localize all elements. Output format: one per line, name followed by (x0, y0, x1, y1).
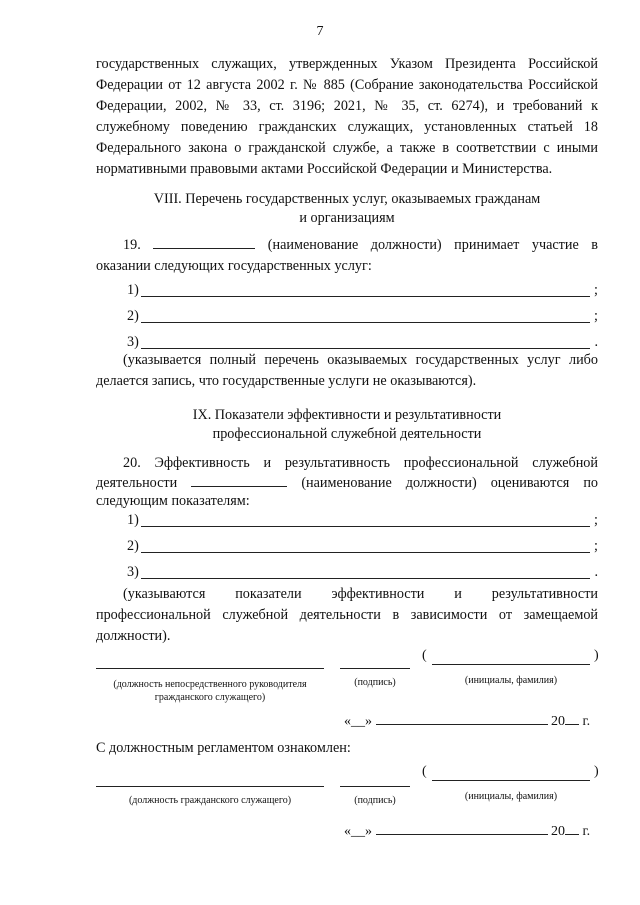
employee-signature-field[interactable] (340, 786, 410, 787)
section-viii-heading (96, 190, 598, 228)
indicator-line-2-end: ; (594, 538, 598, 554)
employee-signature-caption: (подпись) (354, 795, 396, 806)
indicator-line-1-rule (141, 526, 590, 527)
service-line-3-end: . (594, 334, 598, 350)
date-year-prefix-2: 20 (551, 824, 565, 839)
date-year-suffix: г. (582, 714, 591, 729)
item-19-paragraph (96, 234, 598, 277)
paren-close: ) (594, 648, 599, 663)
employee-position-field[interactable] (96, 786, 324, 787)
supervisor-position-caption (96, 678, 324, 704)
item-19-text: (наименование должности) принимает участие в оказании следующих государственных услуг: (96, 237, 598, 274)
employee-name-caption: (инициалы, фамилия) (464, 791, 558, 802)
paren-open: ( (422, 648, 427, 663)
service-line-2[interactable] (127, 308, 598, 328)
supervisor-caption-line-1: (должность непосредственного руководителя (113, 679, 307, 690)
section-viii-title-line-1: VIII. Перечень государственных услуг, оказываемых гражданам (153, 191, 541, 207)
item-19-number: 19. (123, 237, 141, 253)
service-line-1-rule (141, 296, 590, 297)
indicator-line-2[interactable] (127, 538, 598, 558)
date-year-suffix-2: г. (582, 824, 591, 839)
indicator-line-1-number: 1) (127, 512, 139, 528)
date-day-field-2[interactable]: «__» (344, 824, 372, 839)
paren-close-2: ) (594, 764, 599, 779)
supervisor-signature-caption: (подпись) (354, 677, 396, 688)
page-number: 7 (316, 24, 324, 39)
service-line-3-rule (141, 348, 590, 349)
service-line-1-number: 1) (127, 282, 139, 298)
supervisor-date-row (344, 710, 600, 730)
indicator-line-3-rule (141, 578, 590, 579)
section-ix-note: (указываются показатели эффективности и результативности профессиональной служебной деятельности в зависимости от замещаемой должности). (96, 586, 598, 644)
position-blank-2[interactable] (191, 472, 287, 487)
section-ix-title-line-1: IX. Показатели эффективности и результативности (192, 407, 502, 423)
date-year-field[interactable] (565, 710, 579, 725)
indicator-line-3-end: . (594, 564, 598, 580)
employee-position-caption: (должность гражданского служащего) (128, 795, 292, 806)
supervisor-name-field[interactable] (432, 664, 590, 665)
service-line-2-rule (141, 322, 590, 323)
date-month-field-2[interactable] (376, 820, 548, 835)
service-line-1-end: ; (594, 282, 598, 298)
indicator-line-2-number: 2) (127, 538, 139, 554)
indicator-line-1[interactable] (127, 512, 598, 532)
employee-date-row (344, 820, 600, 840)
paren-open-2: ( (422, 764, 427, 779)
section-viii-note: (указывается полный перечень оказываемых государственных услуг либо делается запись, что государственные услуги не оказываются). (96, 352, 598, 389)
date-year-prefix: 20 (551, 714, 565, 729)
supervisor-signature-field[interactable] (340, 668, 410, 669)
item-20-paragraph (96, 454, 598, 510)
item-20-text-before: 20. Эффективность и результативность профессиональной служебной деятельности (96, 455, 598, 491)
indicator-line-2-rule (141, 552, 590, 553)
date-day-field[interactable]: «__» (344, 714, 372, 729)
date-month-field[interactable] (376, 710, 548, 725)
service-line-1[interactable] (127, 282, 598, 302)
service-line-3-number: 3) (127, 334, 139, 350)
supervisor-name-caption: (инициалы, фамилия) (464, 675, 558, 686)
acknowledgement-text: С должностным регламентом ознакомлен: (96, 740, 351, 756)
indicator-line-3-number: 3) (127, 564, 139, 580)
indicator-line-3[interactable] (127, 564, 598, 584)
indicator-line-1-end: ; (594, 512, 598, 528)
service-line-2-end: ; (594, 308, 598, 324)
date-year-field-2[interactable] (565, 820, 579, 835)
service-line-2-number: 2) (127, 308, 139, 324)
employee-name-field[interactable] (432, 780, 590, 781)
section-ix-title-line-2: профессиональной служебной деятельности (212, 426, 482, 442)
supervisor-position-field[interactable] (96, 668, 324, 669)
section-ix-heading (96, 406, 598, 444)
intro-paragraph: государственных служащих, утвержденных Указом Президента Российской Федерации от 12 августа 2002 г. № 885 (Собрание законодательства Российской Федерации, 2002, № 33, ст. 3196; 2021, № 35, ст. 6274), и требований к служебному поведению гражданских служащих, установленных статьей 18 Федерального закона о гражданской службе, а также в соответствии с иными нормативными правовыми актами Российской Федерации и Министерства. (96, 56, 598, 177)
section-viii-title-line-2: и организациям (299, 210, 395, 226)
item-20-text-after: (наименование должности) оцениваются по следующим показателям: (96, 475, 599, 509)
position-blank[interactable] (153, 234, 255, 249)
supervisor-caption-line-2: гражданского служащего) (154, 692, 266, 703)
